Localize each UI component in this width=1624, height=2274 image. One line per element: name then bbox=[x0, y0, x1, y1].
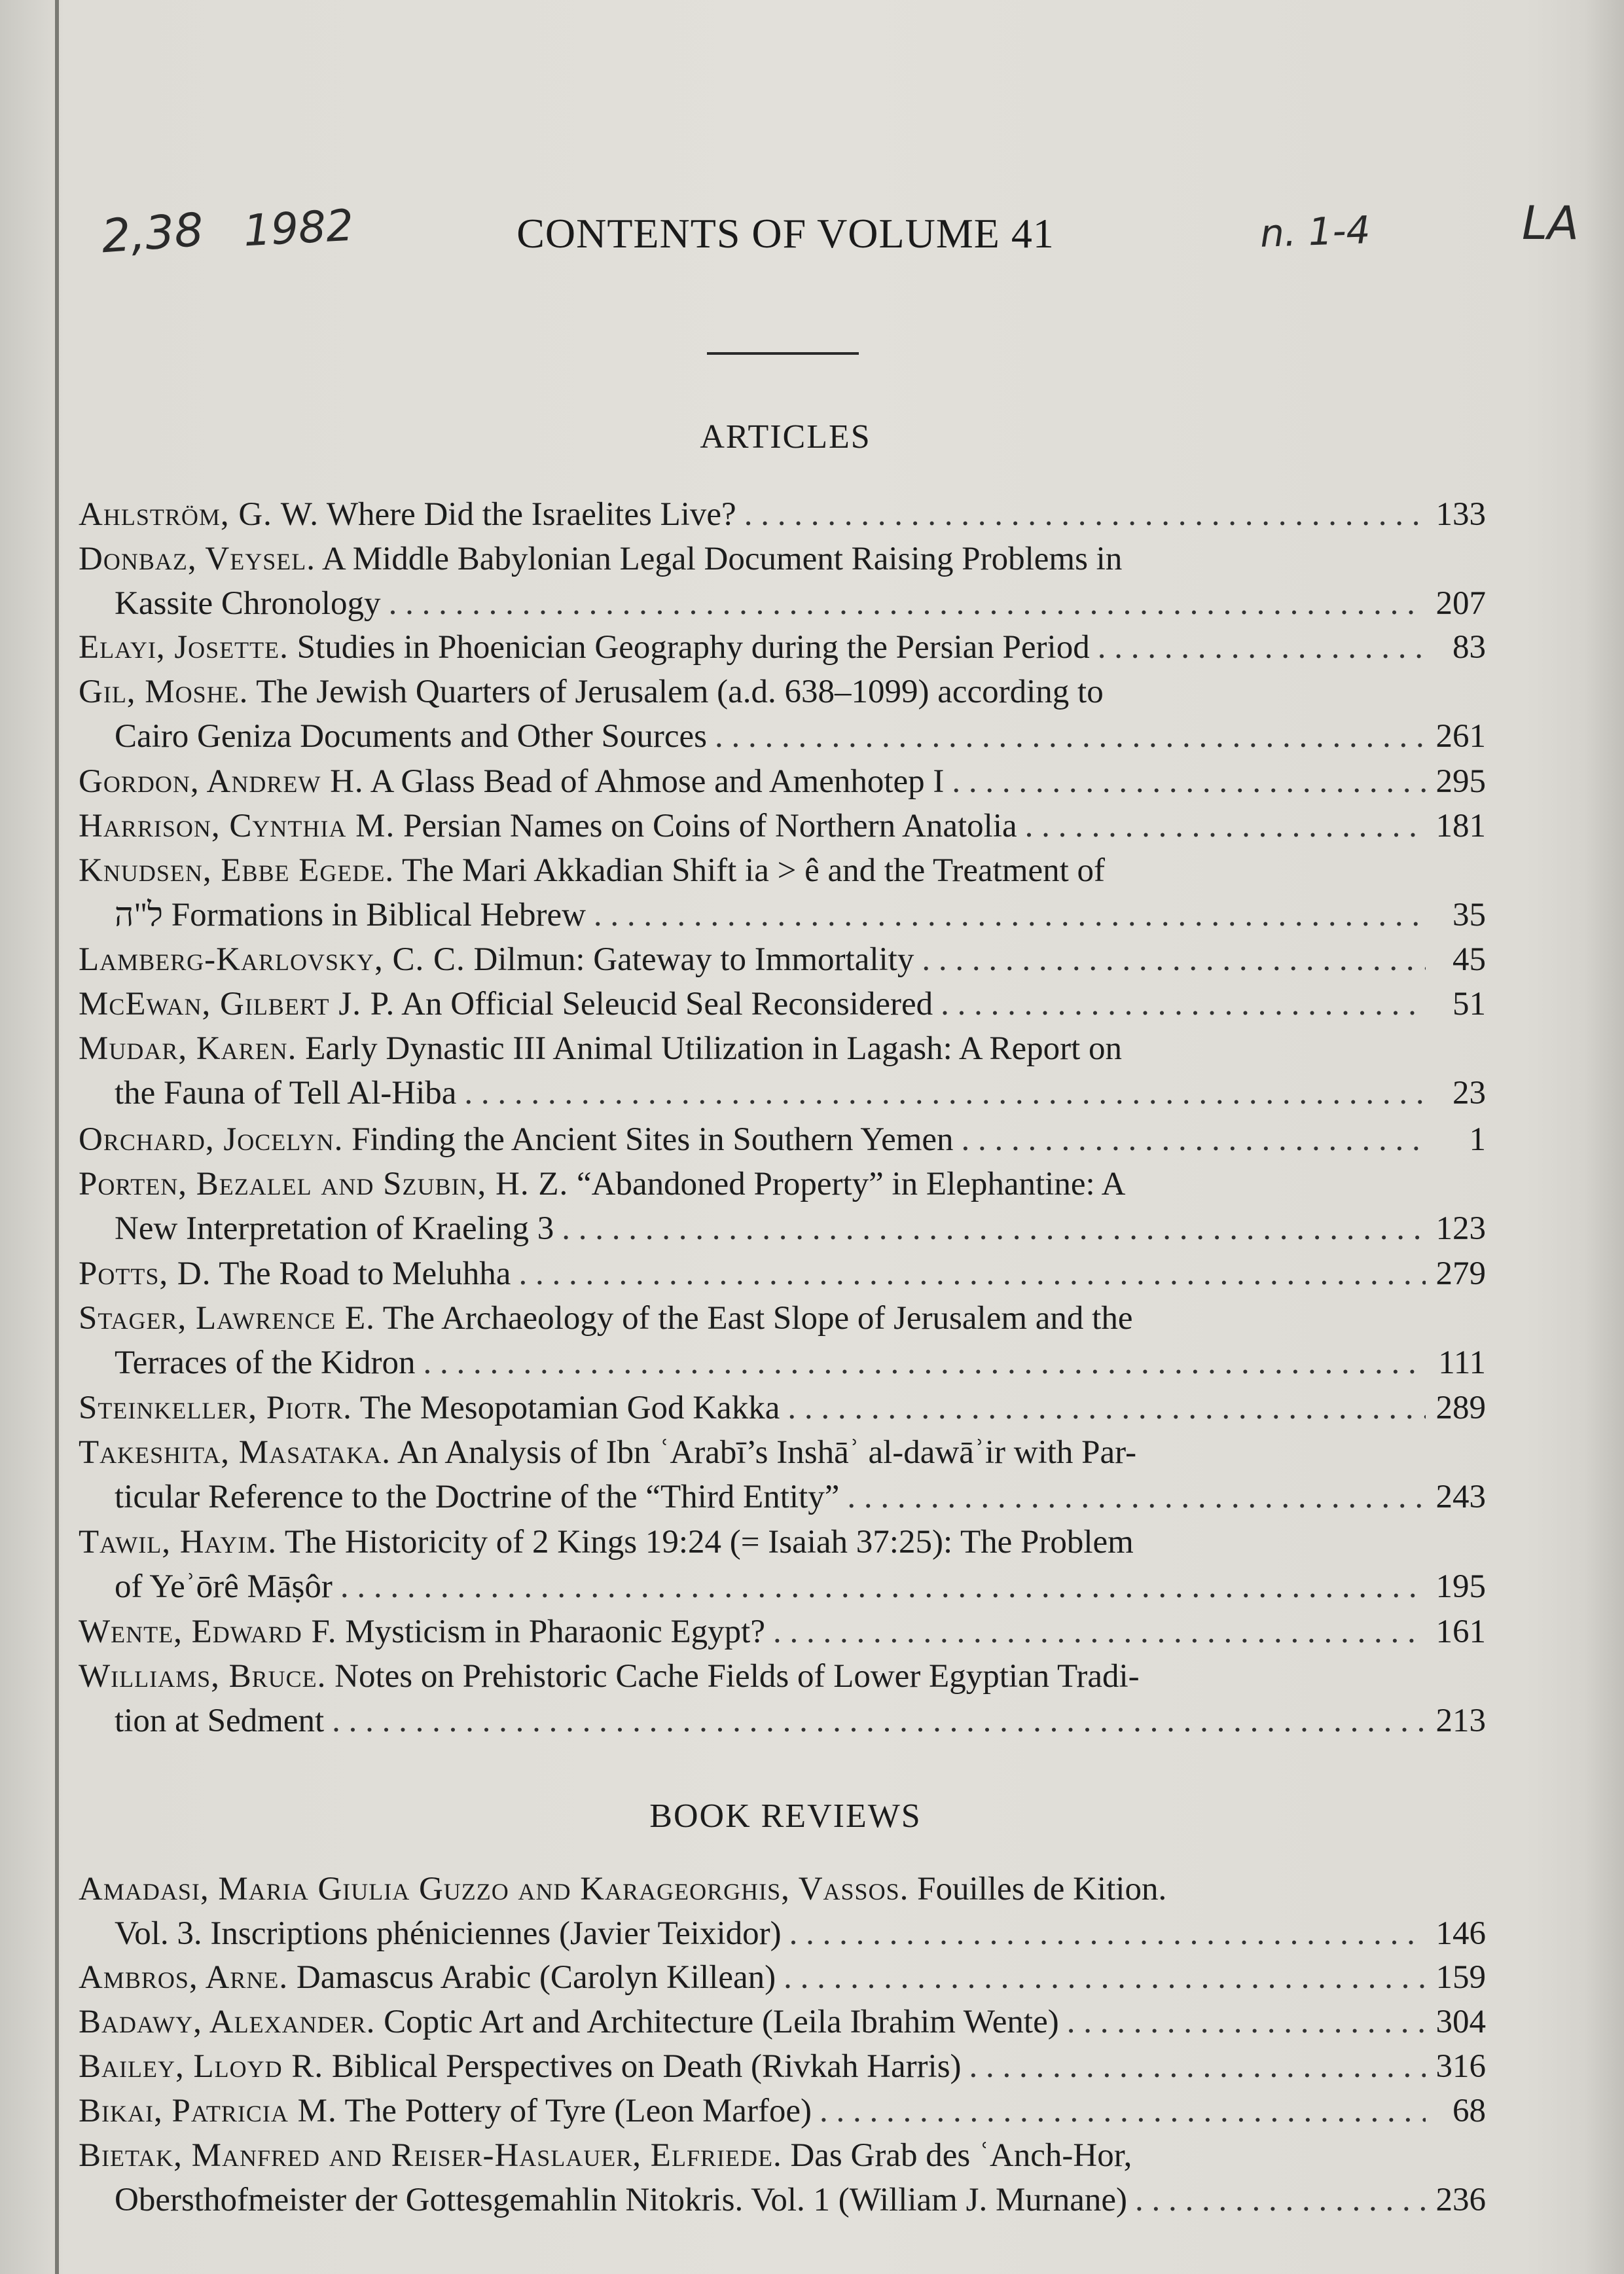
dot-leader bbox=[340, 1564, 1426, 1609]
entry-author: Takeshita, Masataka. bbox=[79, 1434, 391, 1471]
entry-first-line bbox=[79, 1430, 1136, 1475]
dot-leader bbox=[562, 1206, 1426, 1251]
dot-leader bbox=[1098, 625, 1426, 670]
entry-title: The Mari Akkadian Shift ia > ê and the Treatment of bbox=[401, 852, 1106, 889]
entry-first-line bbox=[79, 492, 736, 537]
entry-title: Studies in Phoenician Geography during the Persian Period bbox=[297, 629, 1090, 666]
handwritten-year: 1982 bbox=[242, 200, 355, 257]
entry-title: Damascus Arabic (Carolyn Killean) bbox=[296, 1959, 776, 1996]
entry-author: Bietak, Manfred and Reiser-Haslauer, Elfriede. bbox=[79, 2137, 782, 2174]
entry-author: Ahlström, G. W. bbox=[79, 496, 319, 533]
entry-first-line bbox=[79, 1252, 511, 1296]
entry-first-line bbox=[79, 1386, 780, 1430]
entry-first-line bbox=[79, 1162, 1125, 1206]
entry-title: Notes on Prehistoric Cache Fields of Lower Egyptian Tradi- bbox=[334, 1658, 1140, 1695]
page-number: 51 bbox=[1453, 986, 1486, 1022]
entry-author: Potts, D. bbox=[79, 1255, 211, 1292]
page-number: 261 bbox=[1435, 718, 1486, 755]
entry-title: The Archaeology of the East Slope of Jerusalem and the bbox=[382, 1300, 1133, 1337]
entry-title-continued: Kassite Chronology bbox=[115, 585, 381, 622]
entry-first-line bbox=[79, 982, 933, 1026]
entry-first-line bbox=[79, 1117, 954, 1162]
article-entry bbox=[79, 1430, 1486, 1519]
page-number: 146 bbox=[1435, 1915, 1486, 1952]
page-number: 83 bbox=[1453, 629, 1486, 666]
entry-first-line bbox=[79, 1867, 1166, 1911]
entry-title: Finding the Ancient Sites in Southern Yemen bbox=[352, 1121, 954, 1158]
entry-author: Orchard, Jocelyn. bbox=[79, 1121, 344, 1158]
entry-first-line bbox=[79, 2089, 812, 2133]
section-heading-book-reviews: BOOK REVIEWS bbox=[649, 1797, 922, 1835]
entry-author: Wente, Edward F. bbox=[79, 1614, 337, 1650]
entry-author: Donbaz, Veysel. bbox=[79, 541, 316, 577]
entry-first-line bbox=[79, 2133, 1132, 2178]
article-entry bbox=[79, 670, 1486, 759]
entry-author: Harrison, Cynthia M. bbox=[79, 808, 395, 844]
entry-title-continued: Terraces of the Kidron bbox=[115, 1345, 416, 1381]
article-entry bbox=[79, 1026, 1486, 1115]
article-entry bbox=[79, 1252, 1486, 1296]
dot-leader bbox=[389, 581, 1426, 626]
page-number: 304 bbox=[1435, 2004, 1486, 2040]
entry-title-continued: New Interpretation of Kraeling 3 bbox=[115, 1210, 554, 1247]
dot-leader bbox=[594, 893, 1426, 937]
entry-title-continued: Cairo Geniza Documents and Other Sources bbox=[115, 718, 707, 755]
page-number: 1 bbox=[1469, 1121, 1486, 1158]
entry-first-line bbox=[79, 1520, 1134, 1564]
dot-leader bbox=[787, 1386, 1426, 1430]
page-number: 161 bbox=[1435, 1614, 1486, 1650]
dot-leader bbox=[744, 492, 1426, 537]
entry-author: Elayi, Josette. bbox=[79, 629, 289, 666]
dot-leader bbox=[789, 1911, 1426, 1956]
entry-title: The Mesopotamian God Kakka bbox=[359, 1390, 780, 1426]
entry-title-continued: of Yeʾōrê Māṣôr bbox=[115, 1568, 333, 1605]
page-number: 181 bbox=[1435, 808, 1486, 844]
entry-first-line bbox=[79, 1296, 1132, 1341]
entry-author: Ambros, Arne. bbox=[79, 1959, 289, 1996]
entry-author: Stager, Lawrence E. bbox=[79, 1300, 375, 1337]
entry-first-line bbox=[79, 2044, 962, 2089]
page-shadow bbox=[1585, 0, 1624, 2274]
entry-title-continued: ticular Reference to the Doctrine of the “Third Entity” bbox=[115, 1479, 840, 1515]
dot-leader bbox=[1025, 804, 1426, 848]
entry-author: Bailey, Lloyd R. bbox=[79, 2048, 324, 2085]
article-entry bbox=[79, 1117, 1486, 1162]
handwritten-note: 2,38 bbox=[99, 202, 206, 264]
book-review-entry bbox=[79, 2044, 1486, 2089]
binding-edge bbox=[55, 0, 59, 2274]
title-rule bbox=[707, 352, 859, 355]
entry-title-continued: Obersthofmeister der Gottesgemahlin Nitokris. Vol. 1 (William J. Murnane) bbox=[115, 2182, 1128, 2218]
entry-title: The Historicity of 2 Kings 19:24 (= Isaiah 37:25): The Problem bbox=[284, 1524, 1134, 1561]
entry-author: Steinkeller, Piotr. bbox=[79, 1390, 352, 1426]
dot-leader bbox=[922, 937, 1426, 982]
entry-title: Mysticism in Pharaonic Egypt? bbox=[345, 1614, 765, 1650]
entry-title: Coptic Art and Architecture (Leila Ibrahim Wente) bbox=[384, 2004, 1059, 2040]
entry-first-line bbox=[79, 2000, 1059, 2044]
entry-title-continued: ל"ה Formations in Biblical Hebrew bbox=[115, 897, 586, 933]
entry-first-line bbox=[79, 1610, 765, 1654]
entry-first-line bbox=[79, 759, 944, 804]
entry-first-line bbox=[79, 625, 1090, 670]
article-entry bbox=[79, 1520, 1486, 1609]
dot-leader bbox=[820, 2089, 1426, 2133]
entry-title-continued: tion at Sedment bbox=[115, 1703, 325, 1739]
entry-first-line bbox=[79, 1955, 776, 2000]
page-number: 159 bbox=[1435, 1959, 1486, 1996]
page-number: 133 bbox=[1435, 496, 1486, 533]
dot-leader bbox=[962, 1117, 1426, 1162]
dot-leader bbox=[847, 1475, 1426, 1519]
entry-first-line bbox=[79, 537, 1122, 581]
entry-first-line bbox=[79, 670, 1104, 714]
entry-first-line bbox=[79, 1654, 1140, 1699]
article-entry bbox=[79, 759, 1486, 804]
handwritten-issues: n. 1-4 bbox=[1259, 208, 1371, 256]
entry-title: The Road to Meluhha bbox=[219, 1255, 511, 1292]
entry-title-continued: Vol. 3. Inscriptions phéniciennes (Javier Teixidor) bbox=[115, 1915, 782, 1952]
article-entry bbox=[79, 1654, 1486, 1743]
dot-leader bbox=[773, 1610, 1426, 1654]
entry-author: Knudsen, Ebbe Egede. bbox=[79, 852, 395, 889]
book-review-entry bbox=[79, 1955, 1486, 2000]
entry-title: The Jewish Quarters of Jerusalem (a.d. 638–1099) according to bbox=[256, 674, 1104, 710]
page-number: 207 bbox=[1435, 585, 1486, 622]
article-entry bbox=[79, 537, 1486, 626]
entry-author: Lamberg-Karlovsky, C. C. bbox=[79, 941, 465, 978]
book-review-entry bbox=[79, 2089, 1486, 2133]
book-review-entry bbox=[79, 2133, 1486, 2222]
entry-title: Fouilles de Kition. bbox=[917, 1871, 1167, 1907]
entry-title: An Official Seleucid Seal Reconsidered bbox=[401, 986, 933, 1022]
page-number: 195 bbox=[1435, 1568, 1486, 1605]
entry-author: Mudar, Karen. bbox=[79, 1030, 297, 1067]
article-entry bbox=[79, 1162, 1486, 1251]
page-number: 295 bbox=[1435, 763, 1486, 800]
entry-title: Early Dynastic III Animal Utilization in Lagash: A Report on bbox=[305, 1030, 1123, 1067]
article-entry bbox=[79, 804, 1486, 848]
book-review-entry bbox=[79, 1867, 1486, 1956]
book-review-entry bbox=[79, 2000, 1486, 2044]
page-number: 279 bbox=[1435, 1255, 1486, 1292]
entry-author: McEwan, Gilbert J. P. bbox=[79, 986, 395, 1022]
entry-author: Badawy, Alexander. bbox=[79, 2004, 376, 2040]
entry-author: Amadasi, Maria Giulia Guzzo and Karageorghis, Vassos. bbox=[79, 1871, 909, 1907]
entry-first-line bbox=[79, 937, 914, 982]
page-number: 45 bbox=[1453, 941, 1486, 978]
dot-leader bbox=[518, 1252, 1426, 1296]
entry-title: Persian Names on Coins of Northern Anatolia bbox=[403, 808, 1017, 844]
entry-title: A Glass Bead of Ahmose and Amenhotep I bbox=[370, 763, 945, 800]
handwritten-initials: LA bbox=[1522, 196, 1579, 250]
page-number: 243 bbox=[1435, 1479, 1486, 1515]
entry-author: Bikai, Patricia M. bbox=[79, 2093, 337, 2129]
dot-leader bbox=[464, 1071, 1426, 1115]
entry-author: Porten, Bezalel and Szubin, H. Z. bbox=[79, 1166, 569, 1202]
entry-author: Williams, Bruce. bbox=[79, 1658, 327, 1695]
entry-title: Das Grab des ʿAnch-Hor, bbox=[790, 2137, 1132, 2174]
entry-title: “Abandoned Property” in Elephantine: A bbox=[576, 1166, 1126, 1202]
entry-title-continued: the Fauna of Tell Al-Hiba bbox=[115, 1075, 457, 1111]
article-entry bbox=[79, 492, 1486, 537]
page-number: 111 bbox=[1438, 1345, 1486, 1381]
entry-author: Gil, Moshe. bbox=[79, 674, 249, 710]
page-number: 68 bbox=[1453, 2093, 1486, 2129]
page-number: 213 bbox=[1435, 1703, 1486, 1739]
entry-first-line bbox=[79, 1026, 1122, 1071]
article-entry bbox=[79, 982, 1486, 1026]
section-heading-articles: ARTICLES bbox=[700, 418, 871, 456]
dot-leader bbox=[423, 1341, 1426, 1385]
entry-title: Where Did the Israelites Live? bbox=[326, 496, 736, 533]
dot-leader bbox=[332, 1699, 1426, 1743]
page-number: 289 bbox=[1435, 1390, 1486, 1426]
article-entry bbox=[79, 937, 1486, 982]
dot-leader bbox=[941, 982, 1426, 1026]
article-entry bbox=[79, 1296, 1486, 1385]
dot-leader bbox=[969, 2044, 1426, 2089]
entry-title: Biblical Perspectives on Death (Rivkah Harris) bbox=[331, 2048, 962, 2085]
entry-first-line bbox=[79, 804, 1017, 848]
dot-leader bbox=[784, 1955, 1426, 2000]
article-entry bbox=[79, 1610, 1486, 1654]
dot-leader bbox=[1067, 2000, 1426, 2044]
article-entry bbox=[79, 848, 1486, 937]
entry-author: Tawil, Hayim. bbox=[79, 1524, 277, 1561]
page-number: 236 bbox=[1435, 2182, 1486, 2218]
entry-title: An Analysis of Ibn ʿArabī’s Inshāʾ al-dawāʾir with Par- bbox=[397, 1434, 1137, 1471]
article-entry bbox=[79, 1386, 1486, 1430]
dot-leader bbox=[1135, 2178, 1426, 2222]
dot-leader bbox=[715, 714, 1426, 759]
entry-title: Dilmun: Gateway to Immortality bbox=[473, 941, 914, 978]
page-number: 35 bbox=[1453, 897, 1486, 933]
page-number: 23 bbox=[1453, 1075, 1486, 1111]
entry-first-line bbox=[79, 848, 1105, 893]
entry-title: A Middle Babylonian Legal Document Raising Problems in bbox=[321, 541, 1123, 577]
entry-title: The Pottery of Tyre (Leon Marfoe) bbox=[344, 2093, 812, 2129]
entry-author: Gordon, Andrew H. bbox=[79, 763, 364, 800]
dot-leader bbox=[952, 759, 1426, 804]
article-entry bbox=[79, 625, 1486, 670]
page-number: 316 bbox=[1435, 2048, 1486, 2085]
page-number: 123 bbox=[1435, 1210, 1486, 1247]
page-title: CONTENTS OF VOLUME 41 bbox=[516, 210, 1055, 257]
